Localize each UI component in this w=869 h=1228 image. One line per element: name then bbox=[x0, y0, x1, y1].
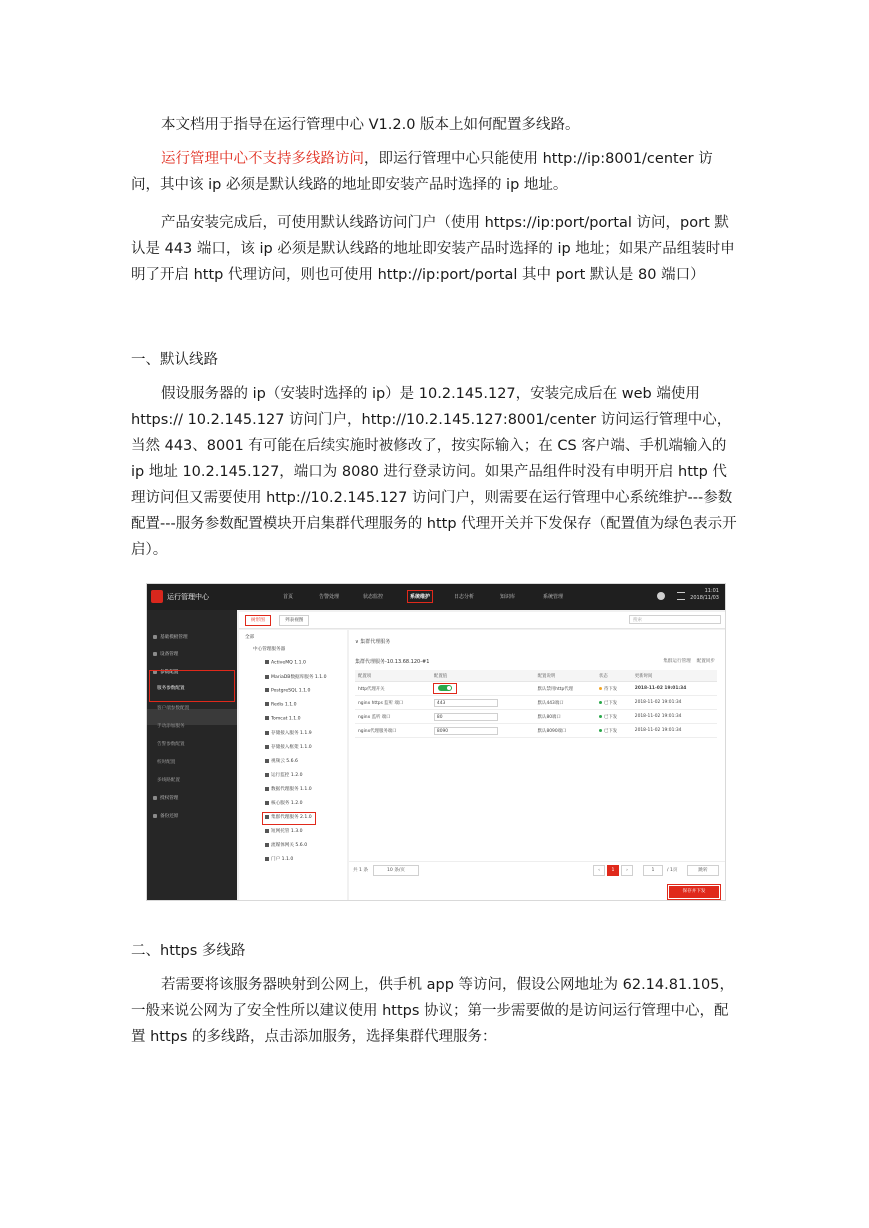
cell-value bbox=[431, 682, 535, 696]
value-input[interactable]: 80 bbox=[434, 713, 498, 721]
tree-item-label: 运行监控 1.2.0 bbox=[271, 773, 303, 778]
sidebar-item-backup[interactable] bbox=[153, 813, 178, 819]
logo-icon bbox=[151, 590, 163, 603]
app-brand: 运行管理中心 bbox=[167, 593, 209, 601]
service-name: 集群代理服务-10.13.68.120-#1 bbox=[355, 659, 430, 665]
tree-item[interactable] bbox=[265, 856, 293, 862]
grid-icon bbox=[265, 787, 269, 791]
tree-item-label: 短网托管 1.3.0 bbox=[271, 829, 303, 834]
default-route-paragraph: 假设服务器的 ip（安装时选择的 ip）是 10.2.145.127，安装完成后在 web 端使用 https:// 10.2.145.127 访问门户，http://10.2.145.127:8001/center 访问运行管理中心，当然 443、8001 有可能在后续实施时被修改了，按实际输入；在 CS 客户端、手机端输入的 ip 地址 10.2.145.127，端口为 8080 进行登录访问。如果产品组件时没有申明开启 http 代理访问但又需要使用 http://10.2.145.127 访问门户，则需要在运行管理中心系统维护---参数配置---服务参数配置模块开启集群代理服务的 http 代理开关并下发保存（配置值为绿色表示开启）。 bbox=[131, 386, 737, 558]
sidebar-item-template[interactable] bbox=[153, 634, 188, 640]
tree-item[interactable]: 中心管理服务器 bbox=[253, 647, 286, 652]
page-size-select[interactable]: 10 条/页 bbox=[373, 865, 419, 876]
nav-system-management[interactable]: 系统管理 bbox=[543, 594, 564, 600]
sidebar-item-label: 参数配置 bbox=[160, 670, 179, 675]
sidebar-item-add-service[interactable]: 手动添加服务 bbox=[157, 724, 185, 729]
clock bbox=[690, 588, 719, 602]
sidebar-item-client-params[interactable]: 客户端参数配置 bbox=[157, 706, 190, 711]
cell-item: nginx https 监听 端口 bbox=[355, 696, 431, 710]
sidebar-item-multiline[interactable]: 多线路配置 bbox=[157, 778, 180, 783]
cell-time: 2018-11-02 19:01:34 bbox=[632, 696, 717, 710]
cell-value bbox=[431, 696, 535, 710]
sidebar-item-label: 基础模板管理 bbox=[160, 635, 188, 640]
cell-desc: 默认禁用http代理 bbox=[535, 682, 596, 696]
grid-icon bbox=[265, 801, 269, 805]
app-topbar bbox=[147, 584, 725, 610]
highlight-cluster-proxy bbox=[262, 812, 316, 825]
table-row bbox=[355, 696, 717, 710]
service-tree bbox=[239, 630, 347, 900]
done-dot-icon bbox=[599, 729, 602, 732]
status-text: 已下发 bbox=[603, 714, 618, 720]
license-icon bbox=[153, 796, 157, 800]
cell-status bbox=[596, 724, 632, 738]
next-page-button[interactable]: › bbox=[621, 865, 633, 876]
cell-status bbox=[596, 696, 632, 710]
status-text: 待下发 bbox=[603, 686, 618, 692]
cluster-manage-link[interactable]: 集群运行管理 bbox=[663, 659, 691, 664]
grid-icon bbox=[265, 688, 269, 692]
grid-icon bbox=[265, 702, 269, 706]
table-row bbox=[355, 710, 717, 724]
pending-dot-icon bbox=[599, 687, 602, 690]
tree-item-label: PostgreSQL 1.1.0 bbox=[271, 688, 311, 694]
section-title-text: 集群代理服务 bbox=[360, 639, 391, 645]
sidebar-item-label: 设备管理 bbox=[160, 652, 179, 657]
highlight-params bbox=[149, 670, 235, 702]
tree-item-label: ActiveMQ 1.1.0 bbox=[271, 660, 306, 666]
table-header bbox=[355, 670, 717, 682]
table-row bbox=[355, 682, 717, 696]
pagination bbox=[349, 861, 725, 878]
cell-value bbox=[431, 724, 535, 738]
grid-icon bbox=[265, 773, 269, 777]
clock-date: 2018/11/03 bbox=[690, 595, 719, 601]
grid-icon bbox=[265, 759, 269, 763]
grid-icon bbox=[265, 716, 269, 720]
sidebar-item-alarm-params[interactable]: 告警参数配置 bbox=[157, 742, 185, 747]
total-pages: / 1页 bbox=[667, 868, 678, 873]
cell-status bbox=[596, 682, 632, 696]
tree-item[interactable]: 全部 bbox=[245, 635, 255, 640]
tree-item[interactable] bbox=[265, 730, 312, 736]
embedded-screenshot bbox=[146, 583, 726, 901]
grid-icon bbox=[265, 675, 269, 679]
sidebar-item-devices[interactable] bbox=[153, 651, 178, 657]
nav-system-maintenance[interactable]: 系统维护 bbox=[410, 594, 431, 600]
nav-monitor[interactable]: 状态监控 bbox=[363, 594, 384, 600]
sidebar bbox=[147, 610, 237, 900]
grid-icon bbox=[265, 731, 269, 735]
col-time: 更新时间 bbox=[632, 670, 717, 682]
http-proxy-toggle[interactable] bbox=[438, 685, 452, 691]
col-status: 状态 bbox=[596, 670, 632, 682]
nav-log[interactable]: 日志分析 bbox=[454, 594, 475, 600]
tree-item-label: 核心服务 1.2.0 bbox=[271, 801, 303, 806]
grid-icon bbox=[265, 857, 269, 861]
config-table bbox=[355, 670, 717, 738]
grid-icon bbox=[265, 660, 269, 664]
cell-value bbox=[431, 710, 535, 724]
sidebar-item-service-params[interactable]: 服务参数配置 bbox=[157, 686, 185, 691]
cell-item: nginx 监听 端口 bbox=[355, 710, 431, 724]
tree-item[interactable] bbox=[265, 688, 310, 694]
tree-item-label: MariaDB数据库服务 1.1.0 bbox=[271, 675, 327, 680]
https-paragraph: 若需要将该服务器映射到公网上，供手机 app 等访问，假设公网地址为 62.14.81.105，一般来说公网为了安全性所以建议使用 https 协议；第一步需要做的是访问运行管理中心，配置 https 的多线路，点击添加服务，选择集群代理服务： bbox=[131, 977, 734, 1045]
tree-item[interactable] bbox=[265, 674, 327, 680]
tree-item-label: 门户 1.1.0 bbox=[271, 857, 294, 862]
tab-list[interactable]: 列表视图 bbox=[279, 615, 309, 626]
intro-paragraph: 本文档用于指导在运行管理中心 V1.2.0 版本上如何配置多线路。 bbox=[161, 117, 580, 133]
cell-item: nginx代理服务端口 bbox=[355, 724, 431, 738]
tree-item-label: 存储接入框架 1.1.0 bbox=[271, 745, 312, 750]
prev-page-button[interactable]: ‹ bbox=[593, 865, 605, 876]
cell-item: http代理开关 bbox=[355, 682, 431, 696]
tree-item-label: 数据代理服务 1.1.0 bbox=[271, 787, 312, 792]
grid-icon bbox=[265, 843, 269, 847]
cell-time: 2018-11-02 19:01:34 bbox=[632, 710, 717, 724]
nav-knowledge[interactable]: 知识库 bbox=[500, 594, 516, 600]
warning-text: 运行管理中心不支持多线路访问 bbox=[161, 151, 364, 167]
tree-item-label: 集群代理服务 2.1.0 bbox=[271, 815, 312, 820]
clock-time: 11:01 bbox=[704, 588, 719, 594]
grid-icon bbox=[265, 745, 269, 749]
sidebar-item-license[interactable] bbox=[153, 795, 178, 801]
tree-item[interactable] bbox=[265, 800, 303, 806]
col-value: 配置值 bbox=[431, 670, 535, 682]
col-item: 配置项 bbox=[355, 670, 431, 682]
menu-icon[interactable] bbox=[677, 592, 685, 600]
sidebar-item-time-sync[interactable]: 校时配置 bbox=[157, 760, 176, 765]
col-desc: 配置说明 bbox=[535, 670, 596, 682]
cell-desc: 默认8090端口 bbox=[535, 724, 596, 738]
status-text: 已下发 bbox=[603, 728, 618, 734]
view-tabs bbox=[239, 612, 725, 629]
tree-item[interactable] bbox=[265, 660, 306, 666]
jump-button[interactable]: 跳转 bbox=[687, 865, 719, 876]
panel-actions bbox=[663, 658, 715, 664]
tree-item-label: 流媒体网关 5.6.0 bbox=[271, 843, 308, 848]
note-text: ，即运行管理中心只能使用 http://ip:8001/center 访问，其中该 ip 必须是默认线路的地址即安装产品时选择的 ip 地址。 bbox=[131, 151, 713, 193]
tree-item-label: Tomcat 1.1.0 bbox=[271, 716, 301, 722]
portal-paragraph: 产品安装完成后，可使用默认线路访问门户（使用 https://ip:port/portal 访问，port 默认是 443 端口，该 ip 必须是默认线路的地址即安装产品时选择的 ip 地址；如果产品组装时申明了开启 http 代理访问，则也可使用 http://ip:port/portal 其中 port 默认是 80 端口） bbox=[131, 215, 735, 283]
grid-icon bbox=[265, 829, 269, 833]
save-and-dispatch-button[interactable]: 保存并下发 bbox=[669, 886, 719, 898]
service-config-panel bbox=[349, 630, 725, 900]
sidebar-item-label: 授权管理 bbox=[160, 796, 179, 801]
tab-tree[interactable]: 树形图 bbox=[245, 615, 271, 626]
tree-item[interactable] bbox=[265, 702, 297, 708]
tree-item-label: Redis 1.1.0 bbox=[271, 702, 297, 708]
tree-item-label: 存储接入服务 1.1.9 bbox=[271, 731, 312, 736]
nav-home[interactable]: 首页 bbox=[283, 594, 294, 600]
device-icon bbox=[153, 652, 157, 656]
tree-item-label: 视频云 5.6.6 bbox=[271, 759, 298, 764]
tree-item[interactable] bbox=[265, 772, 303, 778]
tree-item[interactable] bbox=[265, 786, 312, 792]
tree-item[interactable] bbox=[265, 828, 303, 834]
sidebar-item-label: 备份还原 bbox=[160, 814, 179, 819]
value-input[interactable]: 443 bbox=[434, 699, 498, 707]
goto-page-input[interactable]: 1 bbox=[643, 865, 663, 876]
current-page[interactable]: 1 bbox=[607, 865, 619, 876]
backup-icon bbox=[153, 814, 157, 818]
user-icon[interactable] bbox=[657, 592, 665, 600]
status-text: 已下发 bbox=[603, 700, 618, 706]
nav-alarm[interactable]: 告警处理 bbox=[319, 594, 340, 600]
total-count: 共 1 条 bbox=[353, 868, 369, 873]
search-input[interactable]: 搜索 bbox=[629, 615, 721, 624]
cell-desc: 默认443端口 bbox=[535, 696, 596, 710]
config-sync-link[interactable]: 配置同步 bbox=[696, 659, 715, 664]
tree-item[interactable] bbox=[265, 842, 307, 848]
section-heading-https: 二、https 多线路 bbox=[131, 943, 246, 959]
cell-status bbox=[596, 710, 632, 724]
cell-time: 2018-11-02 19:01:34 bbox=[632, 724, 717, 738]
template-icon bbox=[153, 635, 157, 639]
section-title: ∨ 集群代理服务 bbox=[355, 639, 391, 645]
tree-item[interactable] bbox=[265, 716, 301, 722]
section-heading-default: 一、默认线路 bbox=[131, 352, 218, 368]
table-row bbox=[355, 724, 717, 738]
cell-time: 2018-11-02 19:01:34 bbox=[632, 682, 717, 696]
done-dot-icon bbox=[599, 701, 602, 704]
value-input[interactable]: 8090 bbox=[434, 727, 498, 735]
tree-item[interactable] bbox=[265, 744, 312, 750]
tree-item[interactable] bbox=[265, 758, 298, 764]
cell-desc: 默认80端口 bbox=[535, 710, 596, 724]
done-dot-icon bbox=[599, 715, 602, 718]
note-paragraph bbox=[131, 146, 740, 198]
